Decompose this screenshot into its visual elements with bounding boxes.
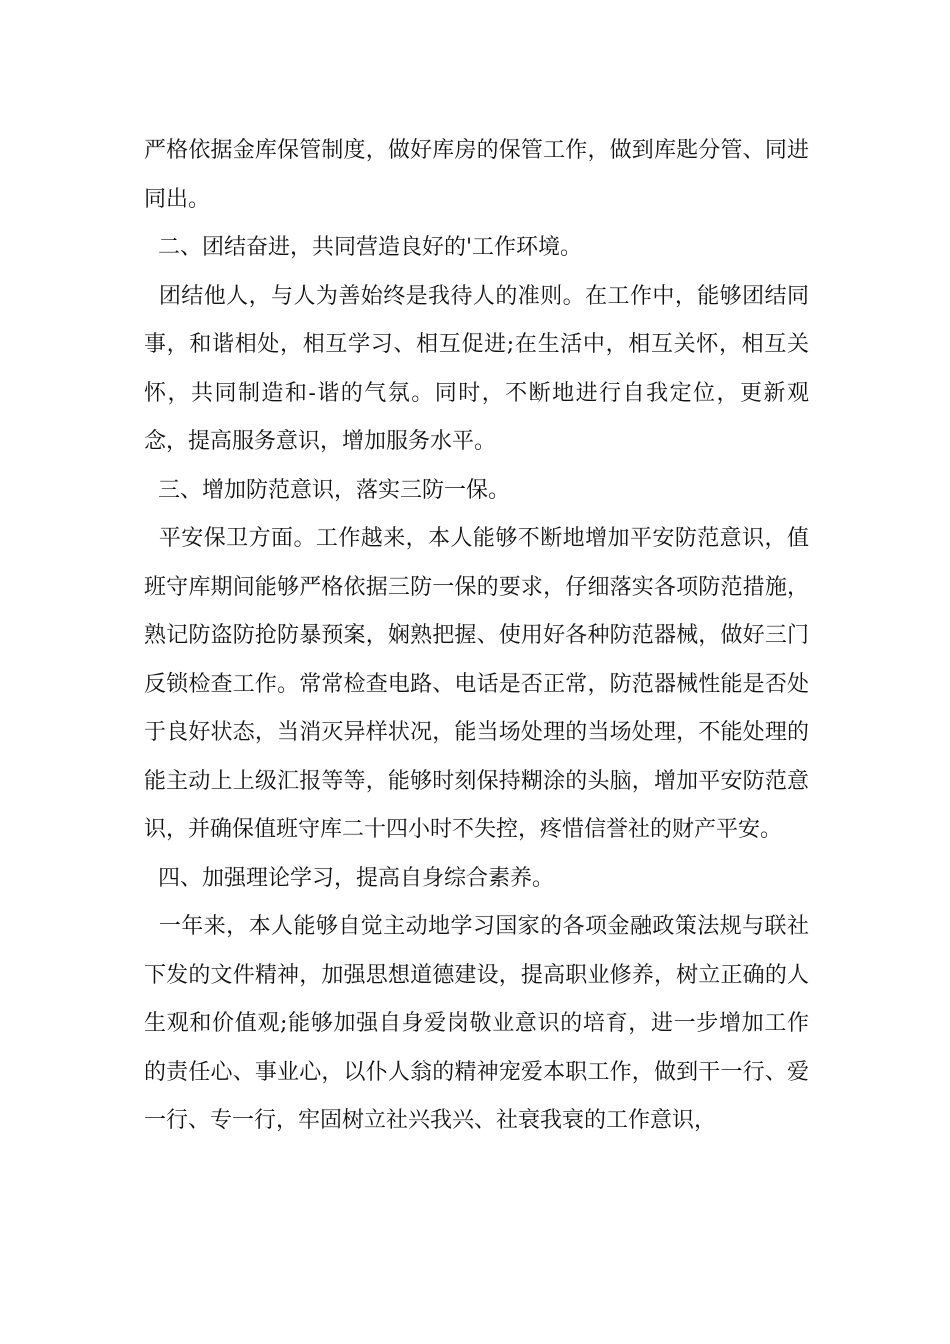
paragraph-teamwork: 团结他人，与人为善始终是我待人的准则。在工作中，能够团结同事，和谐相处，相互学习、相互促进;在生活中，相互关怀，相互关怀，共同制造和-谐的气氛。同时，不断地进行自我定位，更新观念，提高服务意识，增加服务水平。	[144, 283, 809, 454]
heading-section-four: 四、加强理论学习，提高自身综合素养。	[144, 865, 555, 891]
document-body	[144, 127, 809, 1146]
heading-section-three: 三、增加防范意识，落实三防一保。	[144, 477, 511, 503]
paragraph-vault-custody: 严格依据金库保管制度，做好库房的保管工作，做到库匙分管、同进同出。	[144, 138, 809, 212]
paragraph-security: 平安保卫方面。工作越来，本人能够不断地增加平安防范意识，值班守库期间能够严格依据三防一保的要求，仔细落实各项防范措施，熟记防盗防抢防暴预案，娴熟把握、使用好各种防范器械，做好三门反锁检查工作。常常检查电路、电话是否正常，防范器械性能是否处于良好状态，当消灭异样状况，能当场处理的当场处理，不能处理的能主动上上级汇报等等，能够时刻保持糊涂的头脑，增加平安防范意识，并确保值班守库二十四小时不失控，疼惜信誉社的财产平安。	[144, 526, 809, 842]
heading-section-two: 二、团结奋进，共同营造良好的'工作环境。	[144, 235, 583, 260]
paragraph-study: 一年来，本人能够自觉主动地学习国家的各项金融政策法规与联社下发的文件精神，加强思想道德建设，提高职业修养，树立正确的人生观和价值观;能够加强自身爱岗敬业意识的培育，进一步增加工作的责任心、事业心，以仆人翁的精神宠爱本职工作，做到干一行、爱一行、专一行，牢固树立社兴我兴、社衰我衰的工作意识，	[144, 914, 809, 1133]
